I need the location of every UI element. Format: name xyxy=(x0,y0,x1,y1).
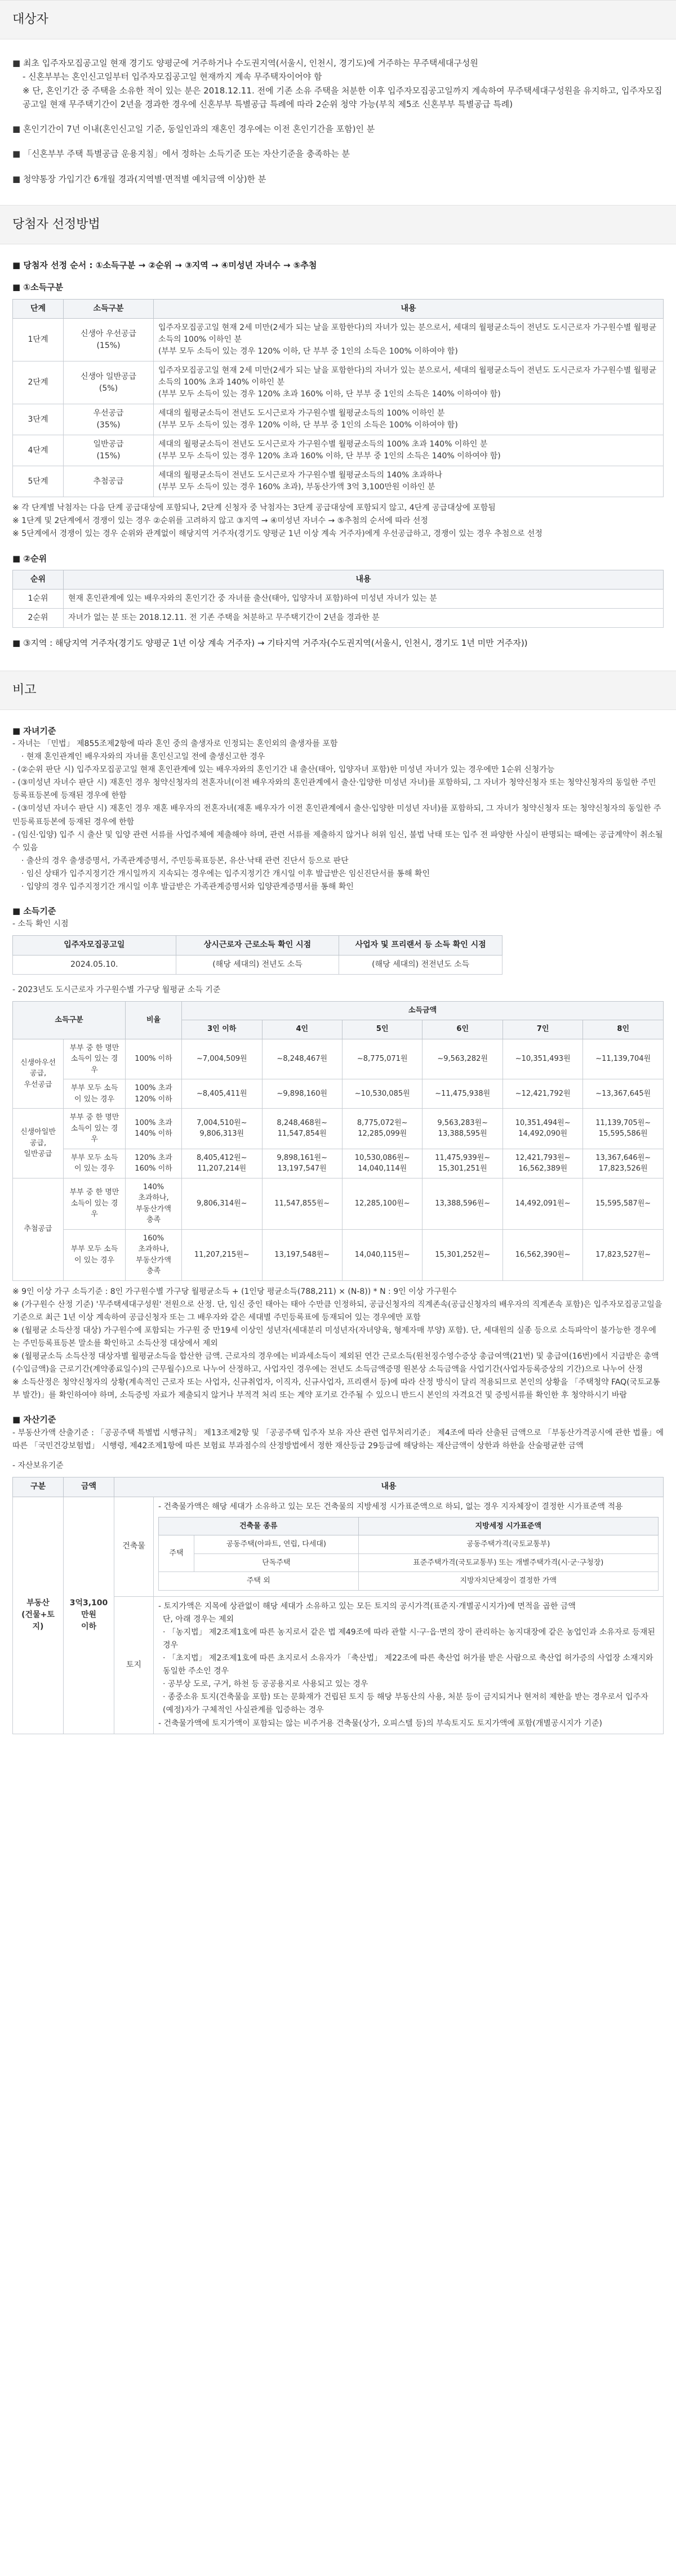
group-cell: 신생아우선공급, 우선공급 xyxy=(13,1039,64,1109)
mini-cell: 지방자치단체장이 결정한 가액 xyxy=(358,1572,659,1591)
table-header: 8인 xyxy=(583,1020,664,1039)
asset-label-cell: 부동산 (건물+토지) xyxy=(13,1497,64,1734)
income-note: ※ 소득산정은 청약신청자의 상황(계속적인 근로자 또는 사업자, 신규취업자, 이직자, 신규사업자, 프리랜서 등)에 따라 산정 방식이 달리 적용되므로 본인의 상황을 「주택청약 FAQ(국토교통부 발간)」를 확인하여야 하며, 소득증빙 자료가 제출되지 않거나 부적격 처리 또는 계약 포기로 간주될 수 있으니 반드시 본인의 자격요건 및 증빙서류를 확인한 후 청약하시기 바람 xyxy=(12,1378,660,1400)
children-item: - (③미성년 자녀수 판단 시) 재혼인 경우 청약신청자의 전혼자녀(이전 배우자와의 혼인관계에서 출산·입양한 미성년 자녀)를 포함하되, 그 자녀가 청약신청자 또는 청약신청자의 동일한 주민등록표등본에 등재된 경우에 한함 xyxy=(12,778,656,801)
table-header: 금액 xyxy=(64,1477,114,1497)
table-row xyxy=(13,609,664,628)
mini-cell: 단독주택 xyxy=(194,1553,358,1572)
value-cell: 17,823,527원~ xyxy=(583,1229,664,1280)
ratio-cell: 100% 초과 120% 이하 xyxy=(126,1079,182,1109)
value-cell: 10,351,494원~ 14,492,090원 xyxy=(502,1109,582,1149)
value-cell: 13,367,646원~ 17,823,526원 xyxy=(583,1149,664,1178)
section-title: 비고 xyxy=(12,682,37,697)
table-header: 소득구분 xyxy=(13,1002,126,1039)
table-header: 내용 xyxy=(114,1477,664,1497)
value-cell: ~9,563,282원 xyxy=(422,1039,502,1079)
table-row xyxy=(13,361,664,404)
target-item-savings: ■ 청약통장 가입기간 6개월 경과(지역별·면적별 예치금액 이상)한 분 xyxy=(12,173,266,184)
ratio-cell: 120% 초과 160% 이하 xyxy=(126,1149,182,1178)
step-cell: 1단계 xyxy=(13,319,64,361)
value-cell: 9,563,283원~ 13,388,595원 xyxy=(422,1109,502,1149)
land-label-cell: 토지 xyxy=(114,1596,154,1734)
value-cell: ~10,351,493원 xyxy=(502,1039,582,1079)
cond-cell: 부부 모두 소득이 있는 경우 xyxy=(64,1079,126,1109)
content-cell: 세대의 월평균소득이 전년도 도시근로자 가구원수별 월평균소득의 100% 초과 140% 이하인 분 (부부 모두 소득이 있는 경우 120% 초과 160% 이하, 단 부부 중 1인의 소득은 140% 이하여야 함) xyxy=(154,435,664,466)
table-cell: 2024.05.10. xyxy=(13,956,176,975)
children-title: ■ 자녀기준 xyxy=(12,725,56,736)
children-item: · 출산의 경우 출생증명서, 가족관계증명서, 주민등록표등본, 유산·낙태 관련 진단서 등으로 판단 xyxy=(21,856,349,865)
value-cell: 8,775,072원~ 12,285,099원 xyxy=(342,1109,422,1149)
value-cell: 12,285,100원~ xyxy=(342,1178,422,1229)
income-title: ■ 소득기준 xyxy=(12,906,56,917)
step-cell: 5단계 xyxy=(13,466,64,497)
value-cell: ~10,530,085원 xyxy=(342,1079,422,1109)
value-cell: ~8,248,467원 xyxy=(262,1039,342,1079)
land-item: - 건축물가액에 토지가액이 포함되는 않는 비주거용 건축물(상가, 오피스텔 등)의 부속토지도 토지가액에 포함(개별공시지가 기준) xyxy=(158,1718,602,1728)
table-cell: (해당 세대의) 전년도 소득 xyxy=(176,956,339,975)
land-item: · 종중소유 토지(건축물을 포함) 또는 문화재가 건립된 토지 등 해당 부동산의 사용, 처분 등이 금지되거나 현저히 제한을 받는 경우로서 입주자(예정)자가 구체적인 사실관계를 입증하는 경우 xyxy=(163,1693,648,1715)
cond-cell: 부부 중 한 명만 소득이 있는 경우 xyxy=(64,1109,126,1149)
value-cell: 16,562,390원~ xyxy=(502,1229,582,1280)
mini-header: 건축물 종류 xyxy=(159,1517,359,1535)
value-cell: 15,301,252원~ xyxy=(422,1229,502,1280)
type-cell: 신생아 우선공급 (15%) xyxy=(64,319,154,361)
children-item: - 자녀는 「민법」 제855조제2항에 따라 혼인 중의 출생자로 인정되는 혼인외의 출생자를 포함 xyxy=(12,739,338,748)
rank-cell: 1순위 xyxy=(13,590,64,609)
value-cell: ~7,004,509원 xyxy=(182,1039,262,1079)
content-cell: 자녀가 없는 분 또는 2018.12.11. 전 기존 주택을 처분하고 무주택기간이 2년을 경과한 분 xyxy=(64,609,664,628)
value-cell: 14,492,091원~ xyxy=(502,1178,582,1229)
type-cell: 신생아 일반공급 (5%) xyxy=(64,361,154,404)
value-cell: ~11,475,938원 xyxy=(422,1079,502,1109)
rank-cell: 2순위 xyxy=(13,609,64,628)
value-cell: 8,405,412원~ 11,207,214원 xyxy=(182,1149,262,1178)
value-cell: 13,197,548원~ xyxy=(262,1229,342,1280)
building-label-cell: 건축물 xyxy=(114,1497,154,1596)
type-cell: 일반공급 (15%) xyxy=(64,435,154,466)
value-cell: 11,475,939원~ 15,301,251원 xyxy=(422,1149,502,1178)
table-header: 상시근로자 근로소득 확인 시점 xyxy=(176,936,339,956)
value-cell: ~12,421,792원 xyxy=(502,1079,582,1109)
target-item-no-house: - 신혼부부는 혼인신고일부터 입주자모집공고일 현재까지 계속 무주택자이어야 함 xyxy=(23,72,322,82)
income-note: ※ 9인 이상 가구 소득기준 : 8인 가구원수별 가구당 월평균소득 + (1인당 평균소득(788,211) × (N-8)) * N : 9인 이상 가구원수 xyxy=(12,1287,457,1296)
region-line: ■ ③지역 : 해당지역 거주자(경기도 양평군 1년 이상 계속 거주자) → 기타지역 거주자(수도권지역(서울시, 인천시, 경기도 1년 미만 거주자)) xyxy=(12,638,528,649)
mini-cell: 주택 외 xyxy=(159,1572,359,1591)
rank-table xyxy=(12,570,664,628)
table-header: 내용 xyxy=(154,299,664,319)
table-header: 구분 xyxy=(13,1477,64,1497)
target-item-exception: ※ 단, 혼인기간 중 주택을 소유한 적이 있는 분은 2018.12.11. 전에 기존 소유 주택을 처분한 이후 입주자모집공고일까지 계속하여 무주택세대구성원을 유지하고, 입주자모집공고일 현재 무주택기간이 2년을 경과한 경우에 신혼부부 특별공급 특례에 따라 2순위 청약 가능(부칙 제5조 신혼부부 특별공급 특례) xyxy=(23,85,662,109)
value-cell: 9,806,314원~ xyxy=(182,1178,262,1229)
content-cell: 세대의 월평균소득이 전년도 도시근로자 가구원수별 월평균소득의 140% 초과하나 (부부 모두 소득이 있는 경우 160% 초과), 부동산가액 3억 3,100만원 이하인 분 xyxy=(154,466,664,497)
table-row xyxy=(13,1178,664,1229)
table-cell: (해당 세대의) 전전년도 소득 xyxy=(339,956,502,975)
income-standard-table xyxy=(12,1001,664,1280)
cond-cell: 부부 모두 소득이 있는 경우 xyxy=(64,1229,126,1280)
step-cell: 3단계 xyxy=(13,404,64,435)
income-type-table xyxy=(12,299,664,498)
section-title: 대상자 xyxy=(12,12,48,26)
group-cell: 신생아일반공급, 일반공급 xyxy=(13,1109,64,1178)
cond-cell: 부부 모두 소득이 있는 경우 xyxy=(64,1149,126,1178)
content-cell: 입주자모집공고일 현재 2세 미만(2세가 되는 날을 포함한다)의 자녀가 있는 분으로서, 세대의 월평균소득이 전년도 도시근로자 가구원수별 월평균소득의 100% 이하인 분 (부부 모두 소득이 있는 경우 120% 이하, 단 부부 중 1인의 소득은 100% 이하여야 함) xyxy=(154,319,664,361)
table-row xyxy=(13,1039,664,1079)
table-row xyxy=(13,1497,664,1596)
section-header-remarks xyxy=(0,671,676,710)
table-header: 비율 xyxy=(126,1002,182,1039)
value-cell: 11,207,215원~ xyxy=(182,1229,262,1280)
table-row xyxy=(13,319,664,361)
value-cell: 11,139,705원~ 15,595,586원 xyxy=(583,1109,664,1149)
building-mini-table xyxy=(158,1517,659,1591)
content-cell: 입주자모집공고일 현재 2세 미만(2세가 되는 날을 포함한다)의 자녀가 있는 분으로서, 세대의 월평균소득이 전년도 도시근로자 가구원수별 월평균소득의 100% 초과 140% 이하인 분 (부부 모두 소득이 있는 경우 120% 초과 160% 이하, 단 부부 중 1인의 소득은 140% 이하여야 함) xyxy=(154,361,664,404)
target-item-residence: ■ 최초 입주자모집공고일 현재 경기도 양평군에 거주하거나 수도권지역(서울시, 인천시, 경기도)에 거주하는 무주택세대구성원 xyxy=(12,58,478,68)
cond-cell: 부부 중 한 명만 소득이 있는 경우 xyxy=(64,1039,126,1079)
asset-sub: - 자산보유기준 xyxy=(12,1461,64,1470)
income-check-table xyxy=(12,935,502,975)
land-item: · 「농지법」 제2조제1호에 따른 농지로서 같은 법 제49조에 따라 관할 시·구·읍·면의 장이 관리하는 농지대장에 같은 농업인과 소유자로 등재된 경우 xyxy=(163,1627,655,1650)
table-header: 6인 xyxy=(422,1020,502,1039)
section-header-selection xyxy=(0,205,676,244)
income-note: ※ (월평균 소득산정 대상) 가구원수에 포함되는 가구원 중 만19세 이상인 성년자(세대분리 미성년자(자녀양육, 형제자매 부양) 포함). 단, 세대원의 실종 등으로 소득파악이 불가능한 경우에는 주민등록표등본 말소를 확인하고 소득산정 대상에서 제외 xyxy=(12,1325,656,1348)
table-header: 7인 xyxy=(502,1020,582,1039)
value-cell: 14,040,115원~ xyxy=(342,1229,422,1280)
table-header: 순위 xyxy=(13,570,64,590)
table-header: 단계 xyxy=(13,299,64,319)
ratio-cell: 100% 초과 140% 이하 xyxy=(126,1109,182,1149)
target-item-marriage: ■ 혼인기간이 7년 이내(혼인신고일 기준, 동일인과의 재혼인 경우에는 이전 혼인기간을 포함)인 분 xyxy=(12,124,375,135)
table-header: 3인 이하 xyxy=(182,1020,262,1039)
value-cell: ~9,898,160원 xyxy=(262,1079,342,1109)
table-row xyxy=(13,956,502,975)
target-item-income: ■ 「신혼부부 주택 특별공급 운용지침」에서 정하는 소득기준 또는 자산기준을 충족하는 분 xyxy=(12,149,350,159)
asset-title: ■ 자산기준 xyxy=(12,1414,56,1425)
table-row xyxy=(13,590,664,609)
value-cell: 11,547,855원~ xyxy=(262,1178,342,1229)
table-row xyxy=(13,1229,664,1280)
land-item: · 공부상 도로, 구거, 하천 등 공공용지로 사용되고 있는 경우 xyxy=(163,1680,368,1689)
table-header: 소득금액 xyxy=(182,1002,664,1020)
content-cell: 세대의 월평균소득이 전년도 도시근로자 가구원수별 월평균소득의 100% 이하인 분 (부부 모두 소득이 있는 경우 120% 이하, 단 부부 중 1인의 소득은 100% 이하여야 함) xyxy=(154,404,664,435)
income-table-title: - 2023년도 도시근로자 가구원수별 가구당 월평균 소득 기준 xyxy=(12,985,221,995)
value-cell: 15,595,587원~ xyxy=(583,1178,664,1229)
table-header: 내용 xyxy=(64,570,664,590)
step-cell: 4단계 xyxy=(13,435,64,466)
cond-cell: 부부 중 한 명만 소득이 있는 경우 xyxy=(64,1178,126,1229)
children-item: · 입양의 경우 입주지정기간 개시일 이후 발급받은 가족관계증명서와 입양관계증명서를 통해 확인 xyxy=(21,882,354,892)
value-cell: 10,530,086원~ 14,040,114원 xyxy=(342,1149,422,1178)
land-item: · 「초지법」 제2조제1호에 따른 초지로서 소유자가 「축산법」 제22조에 따른 축산업 허가를 받은 사람으로 축산업 허가증의 사업장 소재지와 동일한 주소인 경우 xyxy=(163,1654,653,1676)
building-text: - 건축물가액은 해당 세대가 소유하고 있는 모든 건축물의 지방세정 시가표준액으로 하되, 없는 경우 지자체장이 결정한 시가표준액 적용 xyxy=(158,1502,623,1511)
table-row xyxy=(13,1079,664,1109)
children-item: - (임신·입양) 입주 시 출산 및 입양 관련 서류를 사업주체에 제출해야 하며, 관련 서류를 제출하지 않거나 허위 임신, 불법 낙태 또는 입주 전 파양한 사실이 판명되는 때에는 공급계약이 취소될 수 있음 xyxy=(12,830,663,852)
table-header: 소득구분 xyxy=(64,299,154,319)
mini-cell: 공동주택가격(국토교통부) xyxy=(358,1535,659,1554)
table-row xyxy=(13,466,664,497)
section-body-remarks xyxy=(0,710,676,1751)
value-cell: 12,421,793원~ 16,562,389원 xyxy=(502,1149,582,1178)
selection-note: ※ 각 단계별 낙첨자는 다음 단계 공급대상에 포함되나, 2단계 신청자 중 낙첨자는 3단계 공급대상에 포함되지 않고, 4단계 공급대상에 포함됨 xyxy=(12,503,496,513)
table-header: 사업자 및 프리랜서 등 소득 확인 시점 xyxy=(339,936,502,956)
ratio-cell: 160% 초과하나, 부동산가액 충족 xyxy=(126,1229,182,1280)
table-header: 4인 xyxy=(262,1020,342,1039)
group-cell: 추첨공급 xyxy=(13,1178,64,1280)
table-row xyxy=(13,1149,664,1178)
value-cell: 13,388,596원~ xyxy=(422,1178,502,1229)
value-cell: 9,898,161원~ 13,197,547원 xyxy=(262,1149,342,1178)
value-cell: 7,004,510원~ 9,806,313원 xyxy=(182,1109,262,1149)
income-note: ※ (월평균소득 소득산정 대상자별 월평균소득을 합산한 금액. 근로자의 경우에는 비과세소득이 제외된 연간 근로소득(원천징수영수증상 총급여액(21번) 및 총급여(16번)에서 지급받은 총액(수입금액)을 근로기간(계약종료일수)의 근무월수)으로 나누어 산정하고, 사업자인 경우에는 전년도 소득금액증명 원본상 소득금액을 사업기간(사업자등록증상의 기간)으로 나누어 산정 xyxy=(12,1351,659,1374)
mini-cell: 공동주택(아파트, 연립, 다세대) xyxy=(194,1535,358,1554)
type-cell: 추첨공급 xyxy=(64,466,154,497)
children-item: - (②순위 판단 시) 입주자모집공고일 현재 혼인관계에 있는 배우자와의 혼인기간 내 출산(태아, 입양자녀 포함)한 미성년 자녀가 있는 경우에만 1순위 신청가능 xyxy=(12,765,555,775)
mini-cell: 표준주택가격(국토교통부) 또는 개별주택가격(시·군·구청장) xyxy=(358,1553,659,1572)
asset-table xyxy=(12,1477,664,1734)
building-content-cell xyxy=(154,1497,664,1596)
table-row xyxy=(13,1109,664,1149)
asset-amount-cell: 3억3,100 만원 이하 xyxy=(64,1497,114,1734)
selection-note: ※ 1단계 및 2단계에서 경쟁이 있는 경우 ②순위를 고려하지 않고 ③지역 → ④미성년 자녀수 → ⑤추첨의 순서에 따라 선정 xyxy=(12,516,428,526)
selection-order: ■ 당첨자 선정 순서 : ①소득구분 → ②순위 → ③지역 → ④미성년 자녀수 → ⑤추첨 xyxy=(12,260,317,271)
land-content-cell xyxy=(154,1596,664,1734)
ratio-cell: 140% 초과하나, 부동산가액 충족 xyxy=(126,1178,182,1229)
ratio-cell: 100% 이하 xyxy=(126,1039,182,1079)
type-cell: 우선공급 (35%) xyxy=(64,404,154,435)
section-body-selection xyxy=(0,244,676,667)
step-cell: 2단계 xyxy=(13,361,64,404)
table-row xyxy=(13,404,664,435)
table-row xyxy=(13,435,664,466)
content-cell: 현재 혼인관계에 있는 배우자와의 혼인기간 중 자녀를 출산(태아, 입양자녀 포함)하여 미성년 자녀가 있는 분 xyxy=(64,590,664,609)
rank-title: ■ ②순위 xyxy=(12,553,47,564)
income-type-title: ■ ①소득구분 xyxy=(12,282,64,293)
table-header: 5인 xyxy=(342,1020,422,1039)
value-cell: ~11,139,704원 xyxy=(583,1039,664,1079)
value-cell: ~8,405,411원 xyxy=(182,1079,262,1109)
children-item: · 임신 상태가 입주지정기간 개시일까지 지속되는 경우에는 입주지정기간 개시일 이후 발급받은 임신진단서를 통해 확인 xyxy=(21,869,430,878)
mini-cell: 주택 xyxy=(159,1535,194,1572)
section-title: 당첨자 선정방법 xyxy=(12,217,100,232)
table-header: 입주자모집공고일 xyxy=(13,936,176,956)
land-item: - 토지가액은 지목에 상관없이 해당 세대가 소유하고 있는 모든 토지의 공시가격(표준지·개별공시지가)에 면적을 곱한 금액 xyxy=(158,1601,576,1611)
asset-item: - 부동산가액 산출기준 : 「공공주택 특별법 시행규칙」 제13조제2항 및 「공공주택 입주자 보유 자산 관련 업무처리기준」 제4조에 따라 산출된 금액으로 「부동산가격공시에 관한 법률」에 따른 「국민건강보험법」 시행령, 제42조제1항에 따른 보험료 부과점수의 산정방법에서 정한 재산등급 29등급에 해당하는 재산금액이 상한과 하한을 산술평균한 금액 xyxy=(12,1428,664,1450)
section-header-target xyxy=(0,0,676,39)
value-cell: 8,248,468원~ 11,547,854원 xyxy=(262,1109,342,1149)
section-body-target xyxy=(0,39,676,205)
income-note: ※ (가구원수 산정 기준) '무주택세대구성원' 전원으로 산정. 단, 임신 중인 태아는 태아 수만큼 인정하되, 공급신청자의 직계존속(공급신청자의 배우자의 직계존속 포함)은 입주자모집공고일을 기준으로 최근 1년 이상 계속하여 공급신청자 또는 그 배우자와 같은 세대별 주민등록표에 등재되어 있는 경우에만 포함 xyxy=(12,1300,662,1322)
land-item: 단, 아래 경우는 제외 xyxy=(163,1614,234,1624)
value-cell: ~8,775,071원 xyxy=(342,1039,422,1079)
selection-note: ※ 5단계에서 경쟁이 있는 경우 순위와 관계없이 해당지역 거주자(경기도 양평군 1년 이상 계속 거주자)에게 우선공급하고, 경쟁이 있는 경우 추첨으로 선정 xyxy=(12,529,542,539)
income-sub: - 소득 확인 시점 xyxy=(12,919,69,929)
children-item: - (③미성년 자녀수 판단 시) 재혼인 경우 재혼 배우자의 전혼자녀(재혼 배우자가 이전 혼인관계에서 출산·입양한 미성년 자녀)를 포함하되, 그 자녀가 청약신청자 또는 청약신청자의 동일한 주민등록표등본에 등재된 경우에 한함 xyxy=(12,804,661,827)
mini-header: 지방세정 시가표준액 xyxy=(358,1517,659,1535)
children-item: · 현재 혼인관계인 배우자와의 자녀를 혼인신고일 전에 출생신고한 경우 xyxy=(21,752,265,762)
value-cell: ~13,367,645원 xyxy=(583,1079,664,1109)
